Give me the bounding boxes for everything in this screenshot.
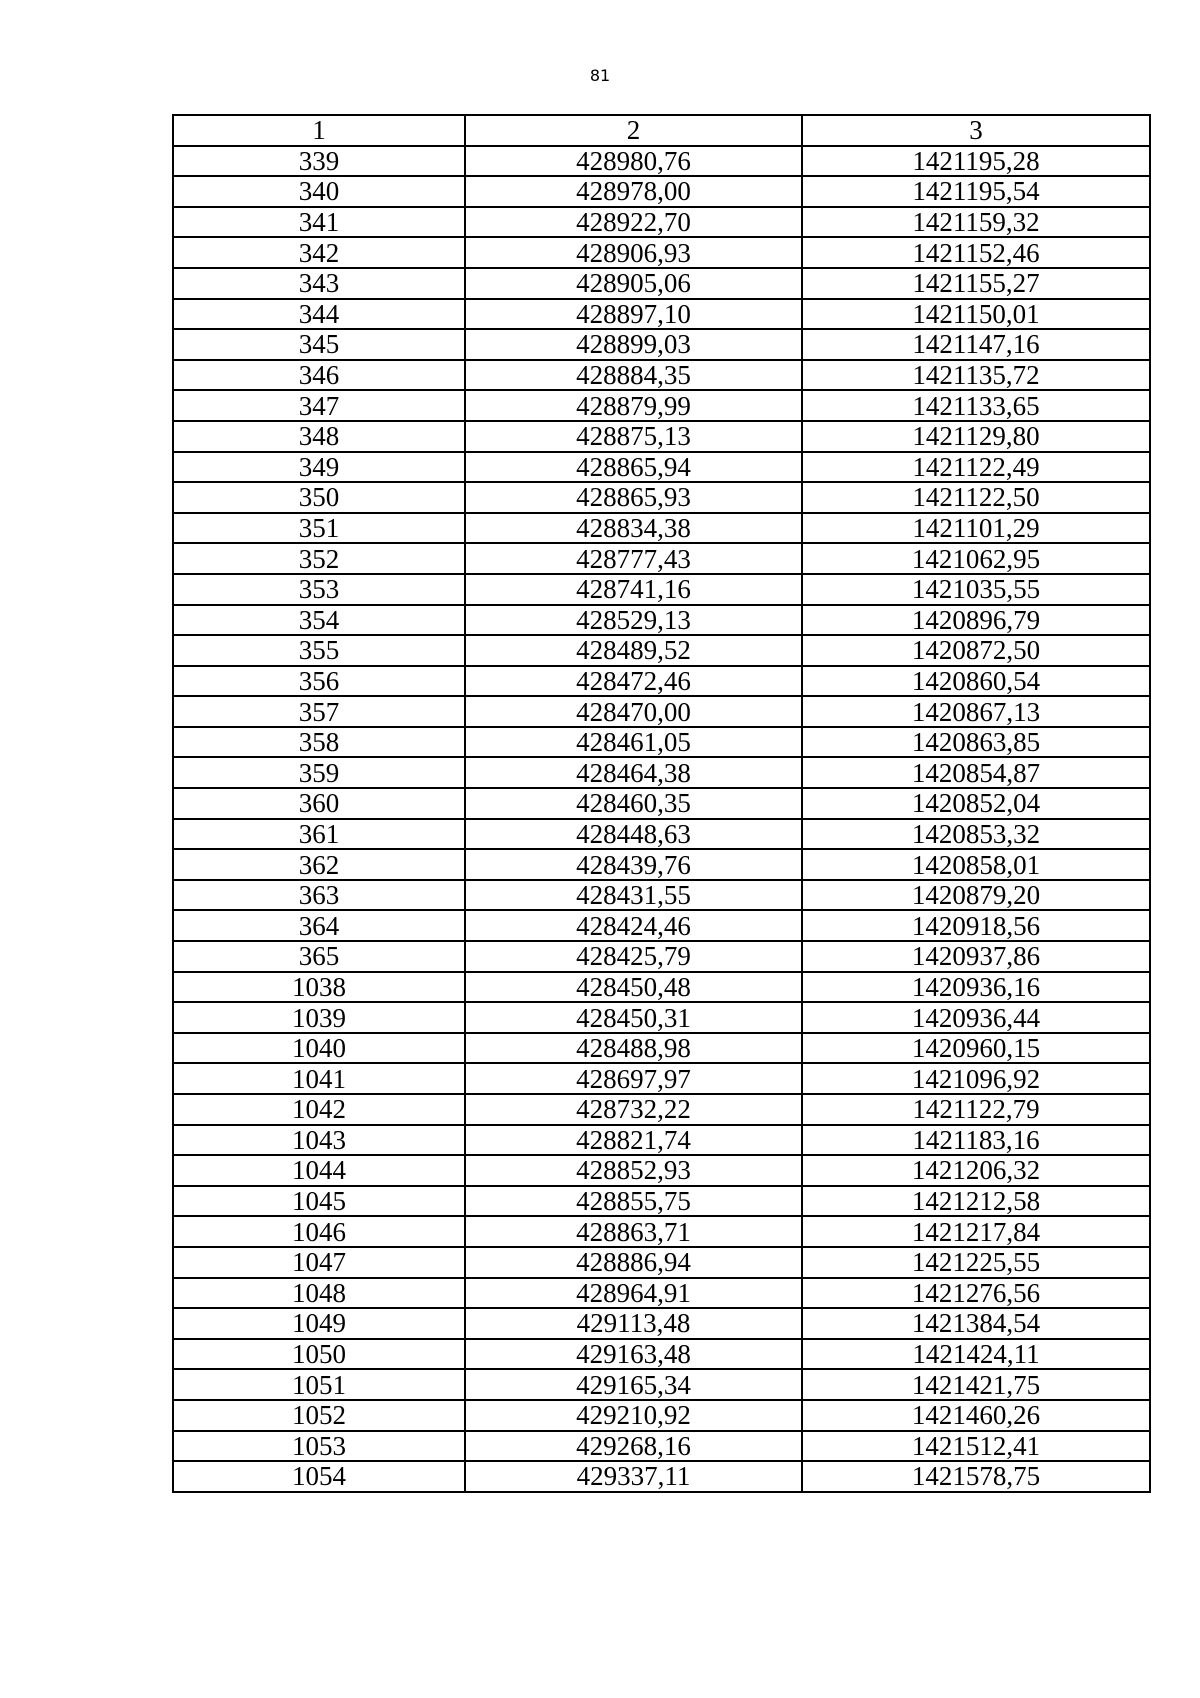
point-number-cell: 355: [173, 635, 465, 666]
x-coordinate-cell: 428741,16: [465, 574, 802, 605]
table-row: [173, 1216, 1150, 1247]
column-header-3: 3: [802, 115, 1150, 146]
x-coordinate-cell: 429210,92: [465, 1400, 802, 1431]
point-number-cell: 1048: [173, 1278, 465, 1309]
x-coordinate-cell: 428865,94: [465, 452, 802, 483]
point-number-cell: 340: [173, 176, 465, 207]
table-row: [173, 1063, 1150, 1094]
table-row: [173, 360, 1150, 391]
point-number-cell: 359: [173, 757, 465, 788]
x-coordinate-cell: 428472,46: [465, 666, 802, 697]
table-row: [173, 1369, 1150, 1400]
y-coordinate-cell: 1420918,56: [802, 910, 1150, 941]
point-number-cell: 1050: [173, 1339, 465, 1370]
y-coordinate-cell: 1421122,49: [802, 452, 1150, 483]
table-row: [173, 788, 1150, 819]
table-row: [173, 513, 1150, 544]
point-number-cell: 1045: [173, 1186, 465, 1217]
point-number-cell: 364: [173, 910, 465, 941]
y-coordinate-cell: 1421152,46: [802, 237, 1150, 268]
table-row: [173, 910, 1150, 941]
y-coordinate-cell: 1421155,27: [802, 268, 1150, 299]
point-number-cell: 351: [173, 513, 465, 544]
table-row: [173, 207, 1150, 238]
x-coordinate-cell: 429113,48: [465, 1308, 802, 1339]
y-coordinate-cell: 1421147,16: [802, 329, 1150, 360]
table-row: [173, 1033, 1150, 1064]
table-row: [173, 696, 1150, 727]
y-coordinate-cell: 1421183,16: [802, 1125, 1150, 1156]
y-coordinate-cell: 1420852,04: [802, 788, 1150, 819]
point-number-cell: 1042: [173, 1094, 465, 1125]
table-row: [173, 390, 1150, 421]
y-coordinate-cell: 1421122,50: [802, 482, 1150, 513]
point-number-cell: 1049: [173, 1308, 465, 1339]
x-coordinate-cell: 428450,31: [465, 1002, 802, 1033]
table-row: [173, 1308, 1150, 1339]
point-number-cell: 365: [173, 941, 465, 972]
x-coordinate-cell: 428439,76: [465, 849, 802, 880]
x-coordinate-cell: 428461,05: [465, 727, 802, 758]
point-number-cell: 1051: [173, 1369, 465, 1400]
point-number-cell: 347: [173, 390, 465, 421]
y-coordinate-cell: 1421122,79: [802, 1094, 1150, 1125]
x-coordinate-cell: 428863,71: [465, 1216, 802, 1247]
table-row: [173, 635, 1150, 666]
point-number-cell: 1046: [173, 1216, 465, 1247]
y-coordinate-cell: 1421195,28: [802, 146, 1150, 177]
y-coordinate-cell: 1421195,54: [802, 176, 1150, 207]
y-coordinate-cell: 1420960,15: [802, 1033, 1150, 1064]
table-row: [173, 666, 1150, 697]
y-coordinate-cell: 1420872,50: [802, 635, 1150, 666]
page-number: 81: [589, 66, 611, 85]
x-coordinate-cell: 428470,00: [465, 696, 802, 727]
point-number-cell: 362: [173, 849, 465, 880]
table-row: [173, 849, 1150, 880]
column-header-1: 1: [173, 115, 465, 146]
point-number-cell: 1043: [173, 1125, 465, 1156]
table-row: [173, 1400, 1150, 1431]
y-coordinate-cell: 1421159,32: [802, 207, 1150, 238]
point-number-cell: 356: [173, 666, 465, 697]
point-number-cell: 345: [173, 329, 465, 360]
x-coordinate-cell: 428529,13: [465, 605, 802, 636]
point-number-cell: 358: [173, 727, 465, 758]
x-coordinate-cell: 429165,34: [465, 1369, 802, 1400]
point-number-cell: 360: [173, 788, 465, 819]
table-row: [173, 1339, 1150, 1370]
point-number-cell: 342: [173, 237, 465, 268]
point-number-cell: 1039: [173, 1002, 465, 1033]
y-coordinate-cell: 1420879,20: [802, 880, 1150, 911]
y-coordinate-cell: 1421035,55: [802, 574, 1150, 605]
x-coordinate-cell: 428980,76: [465, 146, 802, 177]
x-coordinate-cell: 428488,98: [465, 1033, 802, 1064]
x-coordinate-cell: 428697,97: [465, 1063, 802, 1094]
point-number-cell: 354: [173, 605, 465, 636]
table-row: [173, 1186, 1150, 1217]
table-row: [173, 237, 1150, 268]
x-coordinate-cell: 428905,06: [465, 268, 802, 299]
table-row: [173, 1155, 1150, 1186]
y-coordinate-cell: 1421276,56: [802, 1278, 1150, 1309]
table-row: [173, 1278, 1150, 1309]
point-number-cell: 357: [173, 696, 465, 727]
x-coordinate-cell: 428922,70: [465, 207, 802, 238]
x-coordinate-cell: 428448,63: [465, 819, 802, 850]
point-number-cell: 363: [173, 880, 465, 911]
x-coordinate-cell: 428855,75: [465, 1186, 802, 1217]
point-number-cell: 1054: [173, 1461, 465, 1492]
x-coordinate-cell: 428425,79: [465, 941, 802, 972]
x-coordinate-cell: 428875,13: [465, 421, 802, 452]
table-row: [173, 941, 1150, 972]
table-row: [173, 1094, 1150, 1125]
table-body: [173, 146, 1150, 1492]
y-coordinate-cell: 1421135,72: [802, 360, 1150, 391]
y-coordinate-cell: 1420853,32: [802, 819, 1150, 850]
x-coordinate-cell: 428464,38: [465, 757, 802, 788]
point-number-cell: 1052: [173, 1400, 465, 1431]
table-row: [173, 329, 1150, 360]
y-coordinate-cell: 1420860,54: [802, 666, 1150, 697]
y-coordinate-cell: 1421062,95: [802, 543, 1150, 574]
table-row: [173, 1247, 1150, 1278]
x-coordinate-cell: 428906,93: [465, 237, 802, 268]
y-coordinate-cell: 1421421,75: [802, 1369, 1150, 1400]
table-row: [173, 482, 1150, 513]
table-row: [173, 1125, 1150, 1156]
point-number-cell: 352: [173, 543, 465, 574]
y-coordinate-cell: 1421460,26: [802, 1400, 1150, 1431]
point-number-cell: 343: [173, 268, 465, 299]
x-coordinate-cell: 428897,10: [465, 299, 802, 330]
table-row: [173, 574, 1150, 605]
x-coordinate-cell: 428732,22: [465, 1094, 802, 1125]
x-coordinate-cell: 429337,11: [465, 1461, 802, 1492]
table-row: [173, 543, 1150, 574]
table-header-row: [173, 115, 1150, 146]
y-coordinate-cell: 1421578,75: [802, 1461, 1150, 1492]
x-coordinate-cell: 428899,03: [465, 329, 802, 360]
table-row: [173, 176, 1150, 207]
x-coordinate-cell: 428777,43: [465, 543, 802, 574]
table-row: [173, 146, 1150, 177]
table-row: [173, 605, 1150, 636]
point-number-cell: 1053: [173, 1431, 465, 1462]
table-row: [173, 268, 1150, 299]
point-number-cell: 1047: [173, 1247, 465, 1278]
point-number-cell: 361: [173, 819, 465, 850]
table-row: [173, 819, 1150, 850]
y-coordinate-cell: 1421225,55: [802, 1247, 1150, 1278]
table-row: [173, 1431, 1150, 1462]
point-number-cell: 349: [173, 452, 465, 483]
y-coordinate-cell: 1421424,11: [802, 1339, 1150, 1370]
x-coordinate-cell: 428852,93: [465, 1155, 802, 1186]
y-coordinate-cell: 1421096,92: [802, 1063, 1150, 1094]
x-coordinate-cell: 428834,38: [465, 513, 802, 544]
point-number-cell: 341: [173, 207, 465, 238]
x-coordinate-cell: 429163,48: [465, 1339, 802, 1370]
y-coordinate-cell: 1421384,54: [802, 1308, 1150, 1339]
x-coordinate-cell: 429268,16: [465, 1431, 802, 1462]
table-row: [173, 1461, 1150, 1492]
table-row: [173, 1002, 1150, 1033]
y-coordinate-cell: 1421206,32: [802, 1155, 1150, 1186]
y-coordinate-cell: 1421512,41: [802, 1431, 1150, 1462]
x-coordinate-cell: 428865,93: [465, 482, 802, 513]
point-number-cell: 1041: [173, 1063, 465, 1094]
point-number-cell: 339: [173, 146, 465, 177]
point-number-cell: 346: [173, 360, 465, 391]
point-number-cell: 344: [173, 299, 465, 330]
y-coordinate-cell: 1420896,79: [802, 605, 1150, 636]
table-row: [173, 727, 1150, 758]
x-coordinate-cell: 428964,91: [465, 1278, 802, 1309]
x-coordinate-cell: 428424,46: [465, 910, 802, 941]
point-number-cell: 350: [173, 482, 465, 513]
x-coordinate-cell: 428489,52: [465, 635, 802, 666]
y-coordinate-cell: 1421212,58: [802, 1186, 1150, 1217]
point-number-cell: 348: [173, 421, 465, 452]
y-coordinate-cell: 1421101,29: [802, 513, 1150, 544]
x-coordinate-cell: 428431,55: [465, 880, 802, 911]
coordinates-table: [172, 114, 1151, 1493]
y-coordinate-cell: 1420863,85: [802, 727, 1150, 758]
x-coordinate-cell: 428978,00: [465, 176, 802, 207]
y-coordinate-cell: 1420854,87: [802, 757, 1150, 788]
point-number-cell: 1038: [173, 972, 465, 1003]
table-row: [173, 452, 1150, 483]
y-coordinate-cell: 1420867,13: [802, 696, 1150, 727]
table-row: [173, 299, 1150, 330]
column-header-2: 2: [465, 115, 802, 146]
table-row: [173, 880, 1150, 911]
table-row: [173, 757, 1150, 788]
y-coordinate-cell: 1420936,16: [802, 972, 1150, 1003]
x-coordinate-cell: 428879,99: [465, 390, 802, 421]
y-coordinate-cell: 1420936,44: [802, 1002, 1150, 1033]
x-coordinate-cell: 428450,48: [465, 972, 802, 1003]
table-row: [173, 972, 1150, 1003]
point-number-cell: 1044: [173, 1155, 465, 1186]
y-coordinate-cell: 1421150,01: [802, 299, 1150, 330]
y-coordinate-cell: 1421129,80: [802, 421, 1150, 452]
x-coordinate-cell: 428884,35: [465, 360, 802, 391]
y-coordinate-cell: 1420937,86: [802, 941, 1150, 972]
x-coordinate-cell: 428821,74: [465, 1125, 802, 1156]
table-row: [173, 421, 1150, 452]
y-coordinate-cell: 1420858,01: [802, 849, 1150, 880]
y-coordinate-cell: 1421217,84: [802, 1216, 1150, 1247]
x-coordinate-cell: 428460,35: [465, 788, 802, 819]
x-coordinate-cell: 428886,94: [465, 1247, 802, 1278]
point-number-cell: 1040: [173, 1033, 465, 1064]
point-number-cell: 353: [173, 574, 465, 605]
y-coordinate-cell: 1421133,65: [802, 390, 1150, 421]
